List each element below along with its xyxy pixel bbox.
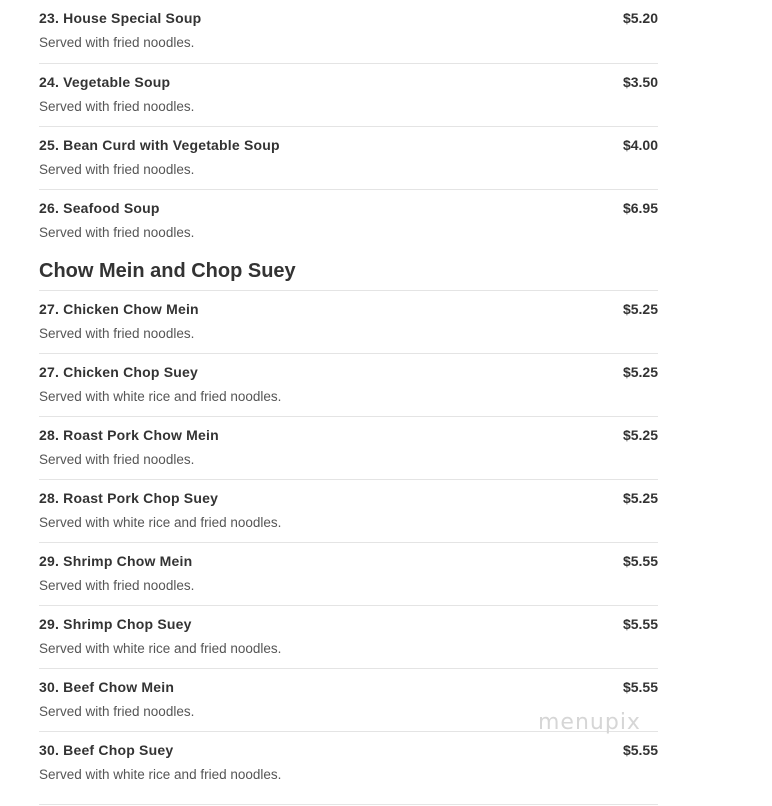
item-description: Served with fried noodles. bbox=[39, 99, 195, 114]
item-price: $4.00 bbox=[622, 137, 658, 153]
item-description: Served with white rice and fried noodles. bbox=[39, 641, 282, 656]
item-name: 29. Shrimp Chow Mein bbox=[39, 553, 193, 569]
menu-item bbox=[39, 479, 658, 542]
item-name: 28. Roast Pork Chop Suey bbox=[39, 490, 219, 506]
item-price: $5.55 bbox=[622, 553, 658, 569]
item-description: Served with white rice and fried noodles. bbox=[39, 767, 282, 782]
item-name: 26. Seafood Soup bbox=[39, 200, 160, 216]
item-name: 28. Roast Pork Chow Mein bbox=[39, 427, 219, 443]
section-title: Chow Mein and Chop Suey bbox=[39, 260, 296, 282]
item-name: 29. Shrimp Chop Suey bbox=[39, 616, 192, 632]
menu-page bbox=[39, 0, 658, 794]
menu-item bbox=[39, 0, 658, 63]
item-price: $5.25 bbox=[622, 364, 658, 380]
section-header bbox=[39, 252, 658, 290]
item-price: $5.20 bbox=[622, 10, 658, 26]
menu-item bbox=[39, 290, 658, 353]
menu-item bbox=[39, 605, 658, 668]
item-description: Served with fried noodles. bbox=[39, 578, 195, 593]
item-name: 23. House Special Soup bbox=[39, 10, 202, 26]
item-name: 24. Vegetable Soup bbox=[39, 74, 171, 90]
item-price: $6.95 bbox=[622, 200, 658, 216]
item-name: 27. Chicken Chow Mein bbox=[39, 301, 199, 317]
item-description: Served with white rice and fried noodles. bbox=[39, 389, 282, 404]
item-name: 30. Beef Chop Suey bbox=[39, 742, 174, 758]
item-description: Served with fried noodles. bbox=[39, 35, 195, 50]
menu-item bbox=[39, 63, 658, 126]
item-price: $5.25 bbox=[622, 490, 658, 506]
menu-item bbox=[39, 126, 658, 189]
item-name: 27. Chicken Chop Suey bbox=[39, 364, 199, 380]
item-price: $3.50 bbox=[622, 74, 658, 90]
item-price: $5.25 bbox=[622, 427, 658, 443]
item-price: $5.55 bbox=[622, 742, 658, 758]
item-description: Served with white rice and fried noodles. bbox=[39, 515, 282, 530]
item-description: Served with fried noodles. bbox=[39, 162, 195, 177]
menu-item bbox=[39, 353, 658, 416]
item-description: Served with fried noodles. bbox=[39, 704, 195, 719]
item-price: $5.25 bbox=[622, 301, 658, 317]
menu-item bbox=[39, 542, 658, 605]
item-description: Served with fried noodles. bbox=[39, 452, 195, 467]
item-name: 25. Bean Curd with Vegetable Soup bbox=[39, 137, 280, 153]
item-price: $5.55 bbox=[622, 616, 658, 632]
watermark-logo: menupix bbox=[538, 710, 641, 735]
item-name: 30. Beef Chow Mein bbox=[39, 679, 175, 695]
item-description: Served with fried noodles. bbox=[39, 326, 195, 341]
menu-item bbox=[39, 189, 658, 252]
divider bbox=[39, 804, 658, 805]
menu-item bbox=[39, 416, 658, 479]
menu-item bbox=[39, 731, 658, 794]
item-price: $5.55 bbox=[622, 679, 658, 695]
item-description: Served with fried noodles. bbox=[39, 225, 195, 240]
